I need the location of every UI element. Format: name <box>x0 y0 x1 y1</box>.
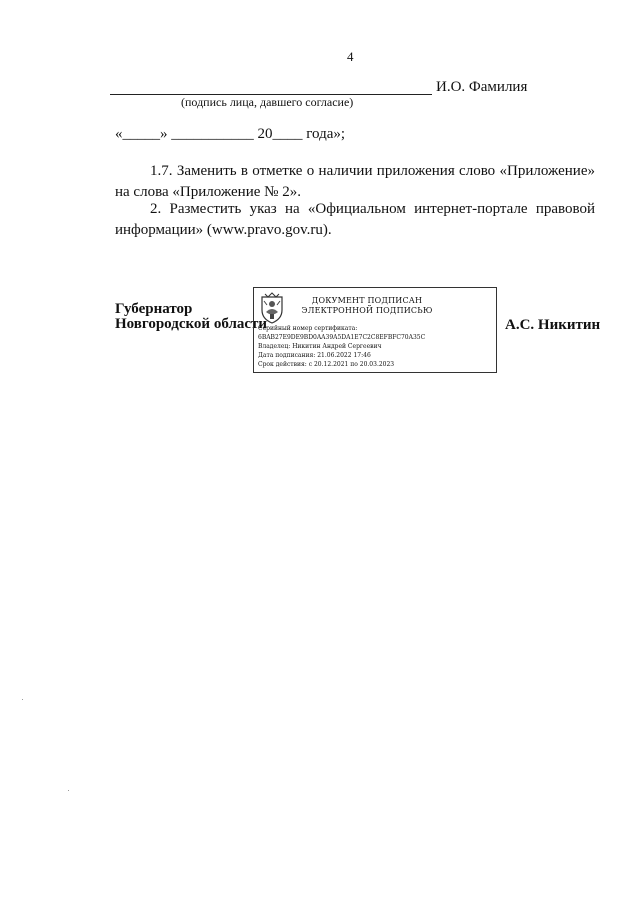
paragraph-2: 2. Разместить указ на «Официальном интернет-портале правовой информации» (www.pravo.gov.ru). <box>115 201 595 238</box>
governor-title <box>115 302 267 332</box>
stamp-heading <box>292 296 442 316</box>
governor-title-line2: Новгородской области <box>115 316 268 332</box>
signatory-placeholder-name: И.О. Фамилия <box>436 79 528 95</box>
stamp-heading-line2: ЭЛЕКТРОННОЙ ПОДПИСЬЮ <box>301 306 433 315</box>
stamp-validity: Срок действия: с 20.12.2021 по 20.03.2023 <box>258 361 395 368</box>
date-line: «_____» ___________ 20____ года»; <box>115 126 346 142</box>
governor-title-line1: Губернатор <box>115 301 193 317</box>
scan-speck <box>68 790 69 791</box>
page-number: 4 <box>347 49 354 64</box>
scan-speck <box>22 699 23 700</box>
stamp-serial-label: Серийный номер сертификата: <box>258 325 358 332</box>
e-signature-stamp <box>253 287 497 373</box>
stamp-owner: Владелец: Никитин Андрей Сергеевич <box>258 343 382 350</box>
signature-caption: (подпись лица, давшего согласие) <box>181 95 354 109</box>
paragraph-1-7: 1.7. Заменить в отметке о наличии приложения слово «Приложение» на слова «Приложение № 2». <box>115 163 595 200</box>
stamp-details <box>258 324 425 369</box>
stamp-serial-value: 6BAB27E9DE9BD0AA39A5DA1E7C2C8EFBFC70A35C <box>258 334 426 341</box>
governor-name: А.С. Никитин <box>505 317 601 333</box>
stamp-heading-line1: ДОКУМЕНТ ПОДПИСАН <box>311 296 423 305</box>
coat-of-arms-icon <box>259 292 285 324</box>
stamp-signed-date: Дата подписания: 21.06.2022 17:46 <box>258 352 371 359</box>
